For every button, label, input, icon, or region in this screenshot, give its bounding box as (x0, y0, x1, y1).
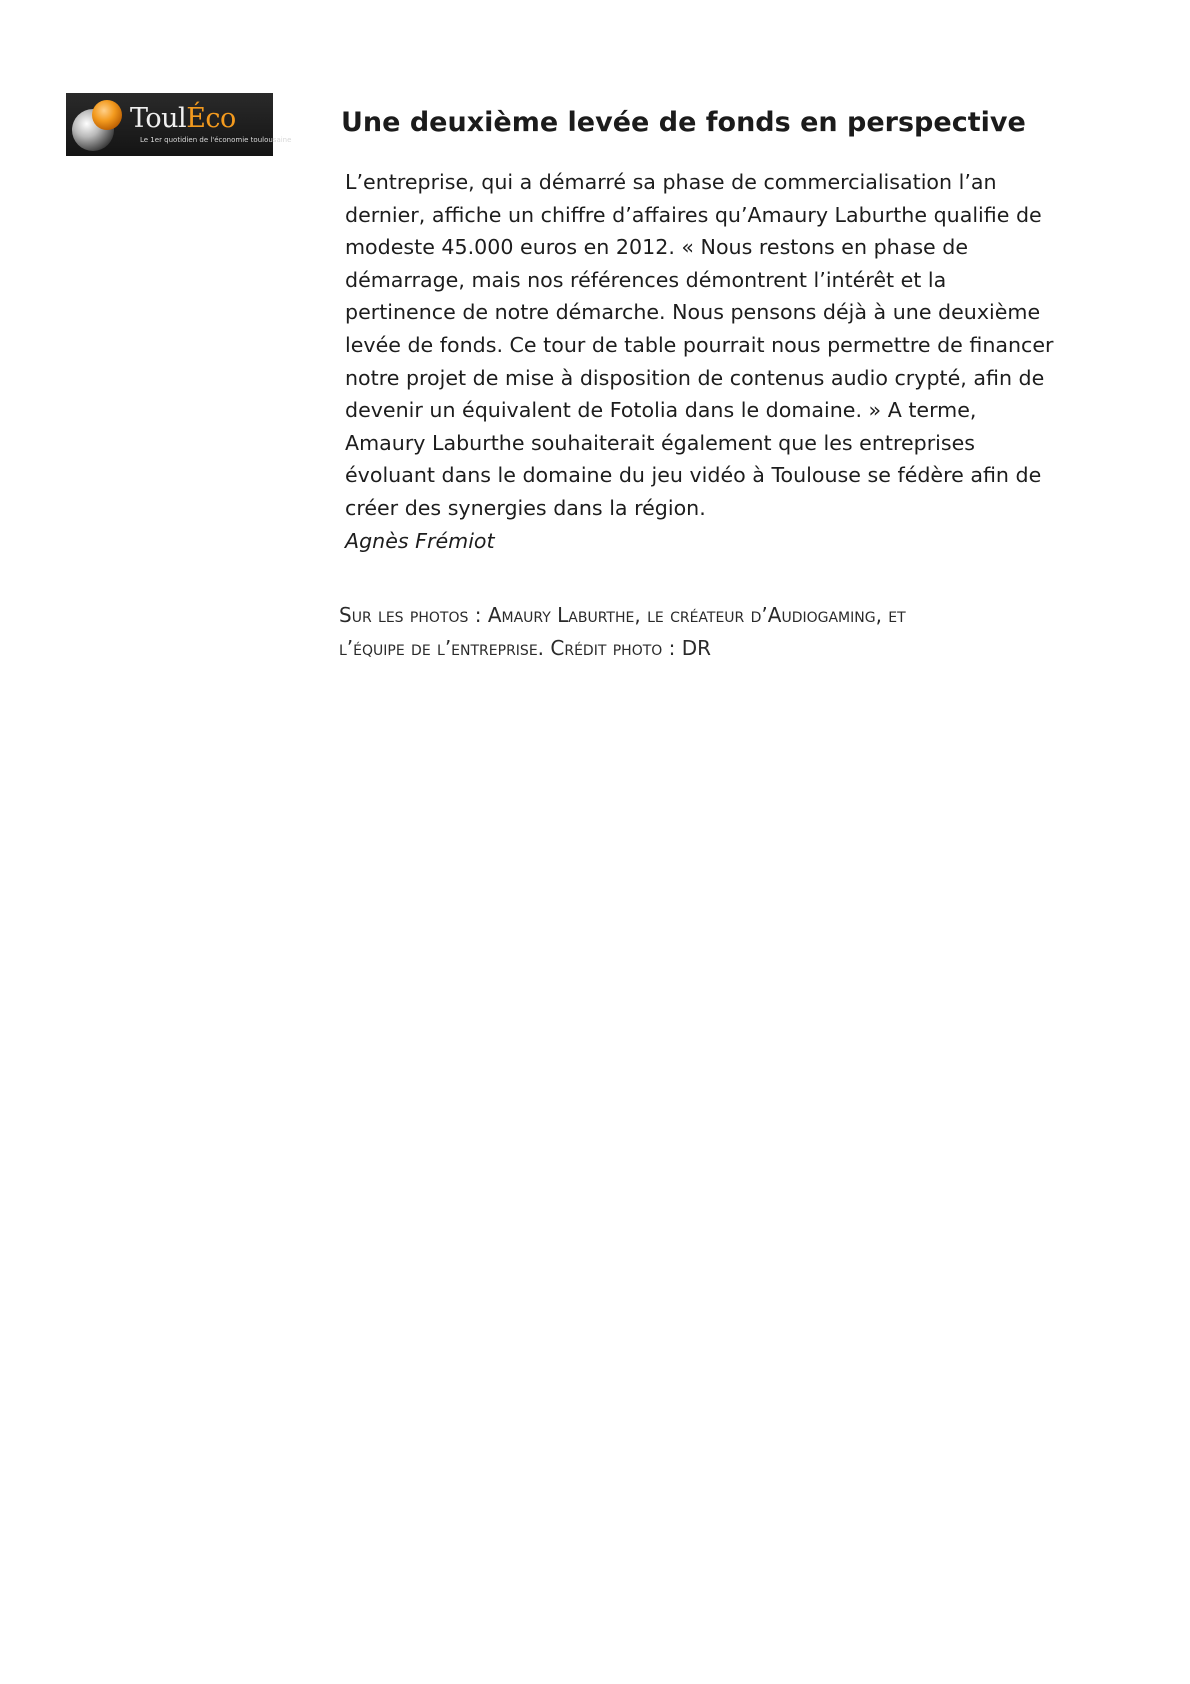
body-line: pertinence de notre démarche. Nous pensons déjà à une deuxième (345, 300, 1041, 325)
article-headline: Une deuxième levée de fonds en perspective (341, 107, 1026, 138)
caption-line: Sur les photos : Amaury Laburthe, le créateur d’Audiogaming, et (339, 603, 906, 627)
article-body (345, 166, 1115, 525)
logo-wordmark-accent: Éco (186, 103, 236, 134)
logo-wordmark (130, 104, 236, 134)
body-line: Amaury Laburthe souhaiterait également que les entreprises (345, 430, 976, 455)
logo-tagline: Le 1er quotidien de l'économie toulousaine (140, 136, 292, 144)
body-line: créer des synergies dans la région. (345, 495, 706, 520)
body-line: dernier, affiche un chiffre d’affaires qu’Amaury Laburthe qualifie de (345, 202, 1042, 227)
body-line: L’entreprise, qui a démarré sa phase de commercialisation l’an (345, 170, 997, 194)
logo-wordmark-main: Toul (130, 103, 187, 134)
body-line: notre projet de mise à disposition de contenus audio crypté, afin de (345, 365, 1045, 390)
body-line: levée de fonds. Ce tour de table pourrait nous permettre de financer (345, 332, 1054, 357)
touleco-logo (66, 93, 292, 156)
body-line: devenir un équivalent de Fotolia dans le domaine. » A terme, (345, 398, 977, 423)
body-line: modeste 45.000 euros en 2012. « Nous restons en phase de (345, 235, 969, 260)
body-line: démarrage, mais nos références démontrent l’intérêt et la (345, 267, 947, 292)
photo-caption (339, 599, 906, 664)
article-author: Agnès Frémiot (345, 529, 495, 553)
body-line: évoluant dans le domaine du jeu vidéo à Toulouse se fédère afin de (345, 463, 1042, 488)
caption-line: l’équipe de l’entreprise. Crédit photo : DR (339, 635, 712, 660)
